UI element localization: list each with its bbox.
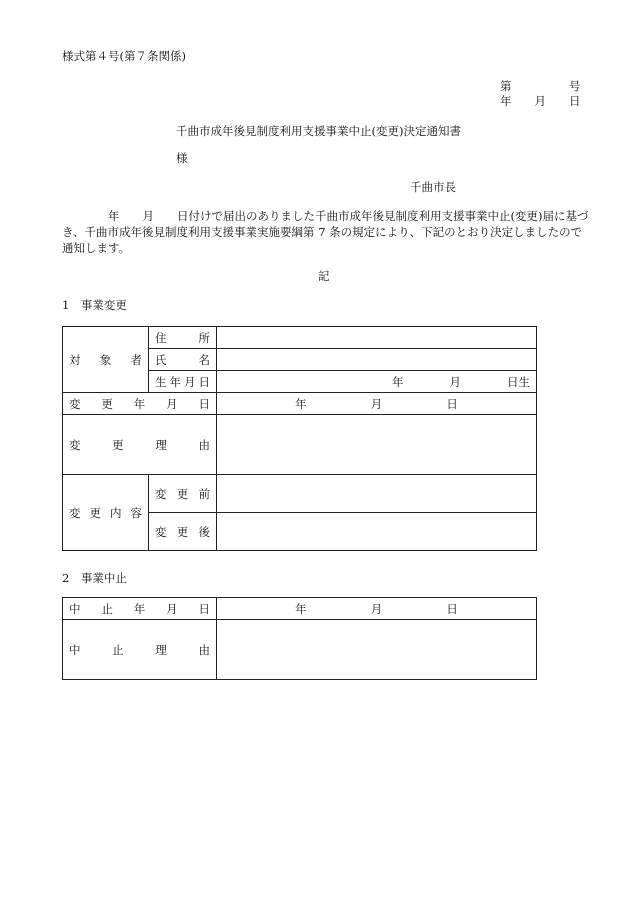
birthdate-value: 年 月 日生 (217, 371, 537, 393)
change-content-label: 変 更 内 容 (63, 475, 149, 551)
after-value (217, 513, 537, 551)
birthdate-label: 生 年 月 日 (149, 371, 217, 393)
before-value (217, 475, 537, 513)
issue-number: 第 号 (500, 79, 581, 93)
stop-date-label: 中 止 年 月 日 (63, 598, 217, 620)
body-text: 年 月 日付けで届出のありました千曲市成年後見制度利用支援事業中止(変更)届に基づき、千曲市成年後見制度利用支援事業実施要綱第 7 条の規定により、下記のとおり決定しましたので通知します。 (62, 209, 589, 255)
document-title: 千曲市成年後見制度利用支援事業中止(変更)決定通知書 (176, 124, 461, 138)
section-1-heading: 1 事業変更 (62, 298, 127, 312)
stop-date-value: 年 月 日 (217, 598, 537, 620)
name-label: 氏 名 (149, 349, 217, 371)
issuer: 千曲市長 (410, 180, 456, 194)
address-label: 住 所 (149, 327, 217, 349)
section-2-heading: 2 事業中止 (62, 571, 127, 585)
table-row (63, 598, 537, 620)
table-row (63, 327, 537, 349)
subject-label: 対 象 者 (63, 327, 149, 393)
change-reason-value (217, 415, 537, 475)
table-row (63, 620, 537, 680)
change-reason-label: 変 更 理 由 (63, 415, 217, 475)
change-date-label: 変 更 年 月 日 (63, 393, 217, 415)
table-row (63, 475, 537, 513)
addressee: 様 (176, 151, 188, 165)
table-row (63, 415, 537, 475)
stop-table (62, 597, 537, 680)
after-label: 変 更 後 (149, 513, 217, 551)
issue-date: 年 月 日 (500, 94, 581, 108)
ki-heading: 記 (318, 269, 330, 283)
address-value (217, 327, 537, 349)
name-value (217, 349, 537, 371)
stop-reason-value (217, 620, 537, 680)
stop-reason-label: 中 止 理 由 (63, 620, 217, 680)
before-label: 変 更 前 (149, 475, 217, 513)
change-table (62, 326, 537, 551)
change-date-value: 年 月 日 (217, 393, 537, 415)
form-number: 様式第４号(第７条関係) (62, 49, 186, 63)
table-row (63, 393, 537, 415)
